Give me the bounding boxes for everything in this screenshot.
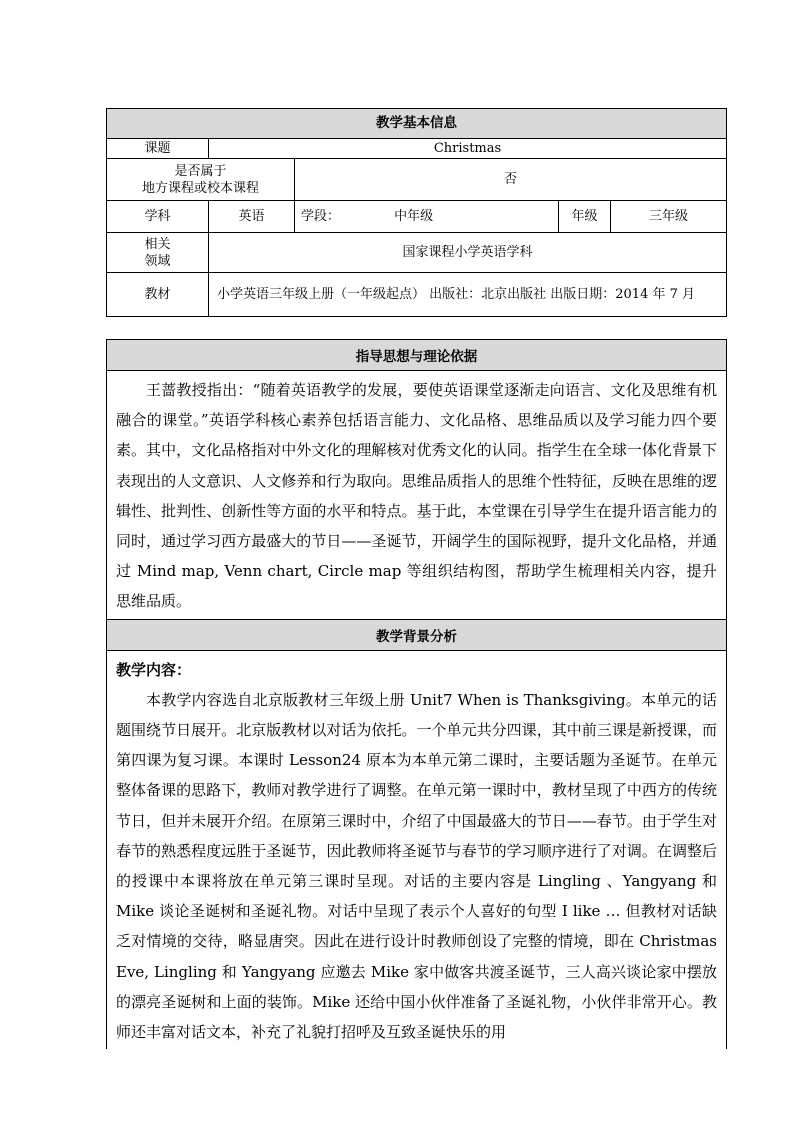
guidance-body bbox=[107, 371, 727, 620]
grade-label: 年级 bbox=[559, 201, 611, 233]
teaching-analysis-table bbox=[106, 339, 727, 1049]
stage-value: 中年级 bbox=[394, 209, 434, 224]
stage-label: 学段： bbox=[301, 209, 341, 224]
topic-label: 课题 bbox=[107, 139, 209, 159]
guidance-header: 指导思想与理论依据 bbox=[107, 340, 727, 371]
local-course-label-line2: 地方课程或校本课程 bbox=[141, 180, 259, 196]
local-course-label bbox=[107, 159, 295, 201]
subject-value: 英语 bbox=[209, 201, 295, 233]
local-course-value: 否 bbox=[295, 159, 727, 201]
basic-info-table bbox=[106, 108, 727, 317]
textbook-label: 教材 bbox=[107, 273, 209, 317]
stage-cell bbox=[295, 201, 559, 233]
background-body bbox=[107, 650, 727, 1049]
background-subheading: 教学内容： bbox=[116, 660, 192, 679]
guidance-paragraph: 王蔷教授指出：“随着英语教学的发展，要使英语课堂逐渐走向语言、文化及思维有机融合的课堂。”英语学科核心素养包括语言能力、文化品格、思维品质以及学习能力四个要素。其中，文化品格指对中外文化的理解核对优秀文化的认同。指学生在全球一体化背景下表现出的人文意识、人文修养和行为取向。思维品质指人的思维个性特征，反映在思维的逻辑性、批判性、创新性等方面的水平和特点。基于此，本堂课在引导学生在提升语言能力的同时，通过学习西方最盛大的节日——圣诞节，开阔学生的国际视野，提升文化品格，并通过 Mind map, Venn chart, Circle map 等组织结构图，帮助学生梳理相关内容，提升思维品质。 bbox=[116, 381, 717, 611]
background-paragraph: 本教学内容选自北京版教材三年级上册 Unit7 When is Thanksgiving。本单元的话题围绕节日展开。北京版教材以对话为依托。一个单元共分四课，其中前三课是新授课，而第四课为复习课。本课时 Lesson24 原本为本单元第二课时，主要话题为圣诞节。在单元整体备课的思路下，教师对教学进行了调整。在单元第一课时中，教材呈现了中西方的传统节日，但并未展开介绍。在原第三课时中，介绍了中国最盛大的节日——春节。由于学生对春节的熟悉程度远胜于圣诞节，因此教师将圣诞节与春节的学习顺序进行了对调。在调整后的授课中本课将放在单元第三课时呈现。对话的主要内容是 Lingling 、Yangyang 和 Mike 谈论圣诞树和圣诞礼物。对话中呈现了表示个人喜好的句型 I like … 但教材对话缺乏对情境的交待，略显唐突。因此在进行设计时教师创设了完整的情境，即在 Christmas Eve, Lingling 和 Yangyang 应邀去 Mike 家中做客共渡圣诞节，三人高兴谈论家中摆放的漂亮圣诞树和上面的装饰。Mike 还给中国小伙伴准备了圣诞礼物，小伙伴非常开心。教师还丰富对话文本，补充了礼貌打招呼及互致圣诞快乐的用 bbox=[116, 690, 717, 1042]
field-value: 国家课程小学英语学科 bbox=[209, 233, 727, 273]
grade-value: 三年级 bbox=[611, 201, 727, 233]
field-label bbox=[107, 233, 209, 273]
field-label-line1: 相关 bbox=[144, 236, 171, 252]
field-label-line2: 领域 bbox=[144, 253, 171, 269]
background-header: 教学背景分析 bbox=[107, 619, 727, 650]
textbook-value: 小学英语三年级上册（一年级起点） 出版社：北京出版社 出版日期：2014 年 7 月 bbox=[209, 273, 727, 317]
local-course-label-line1: 是否属于 bbox=[174, 163, 227, 179]
basic-info-header: 教学基本信息 bbox=[107, 109, 727, 139]
topic-value: Christmas bbox=[209, 139, 727, 159]
subject-label: 学科 bbox=[107, 201, 209, 233]
